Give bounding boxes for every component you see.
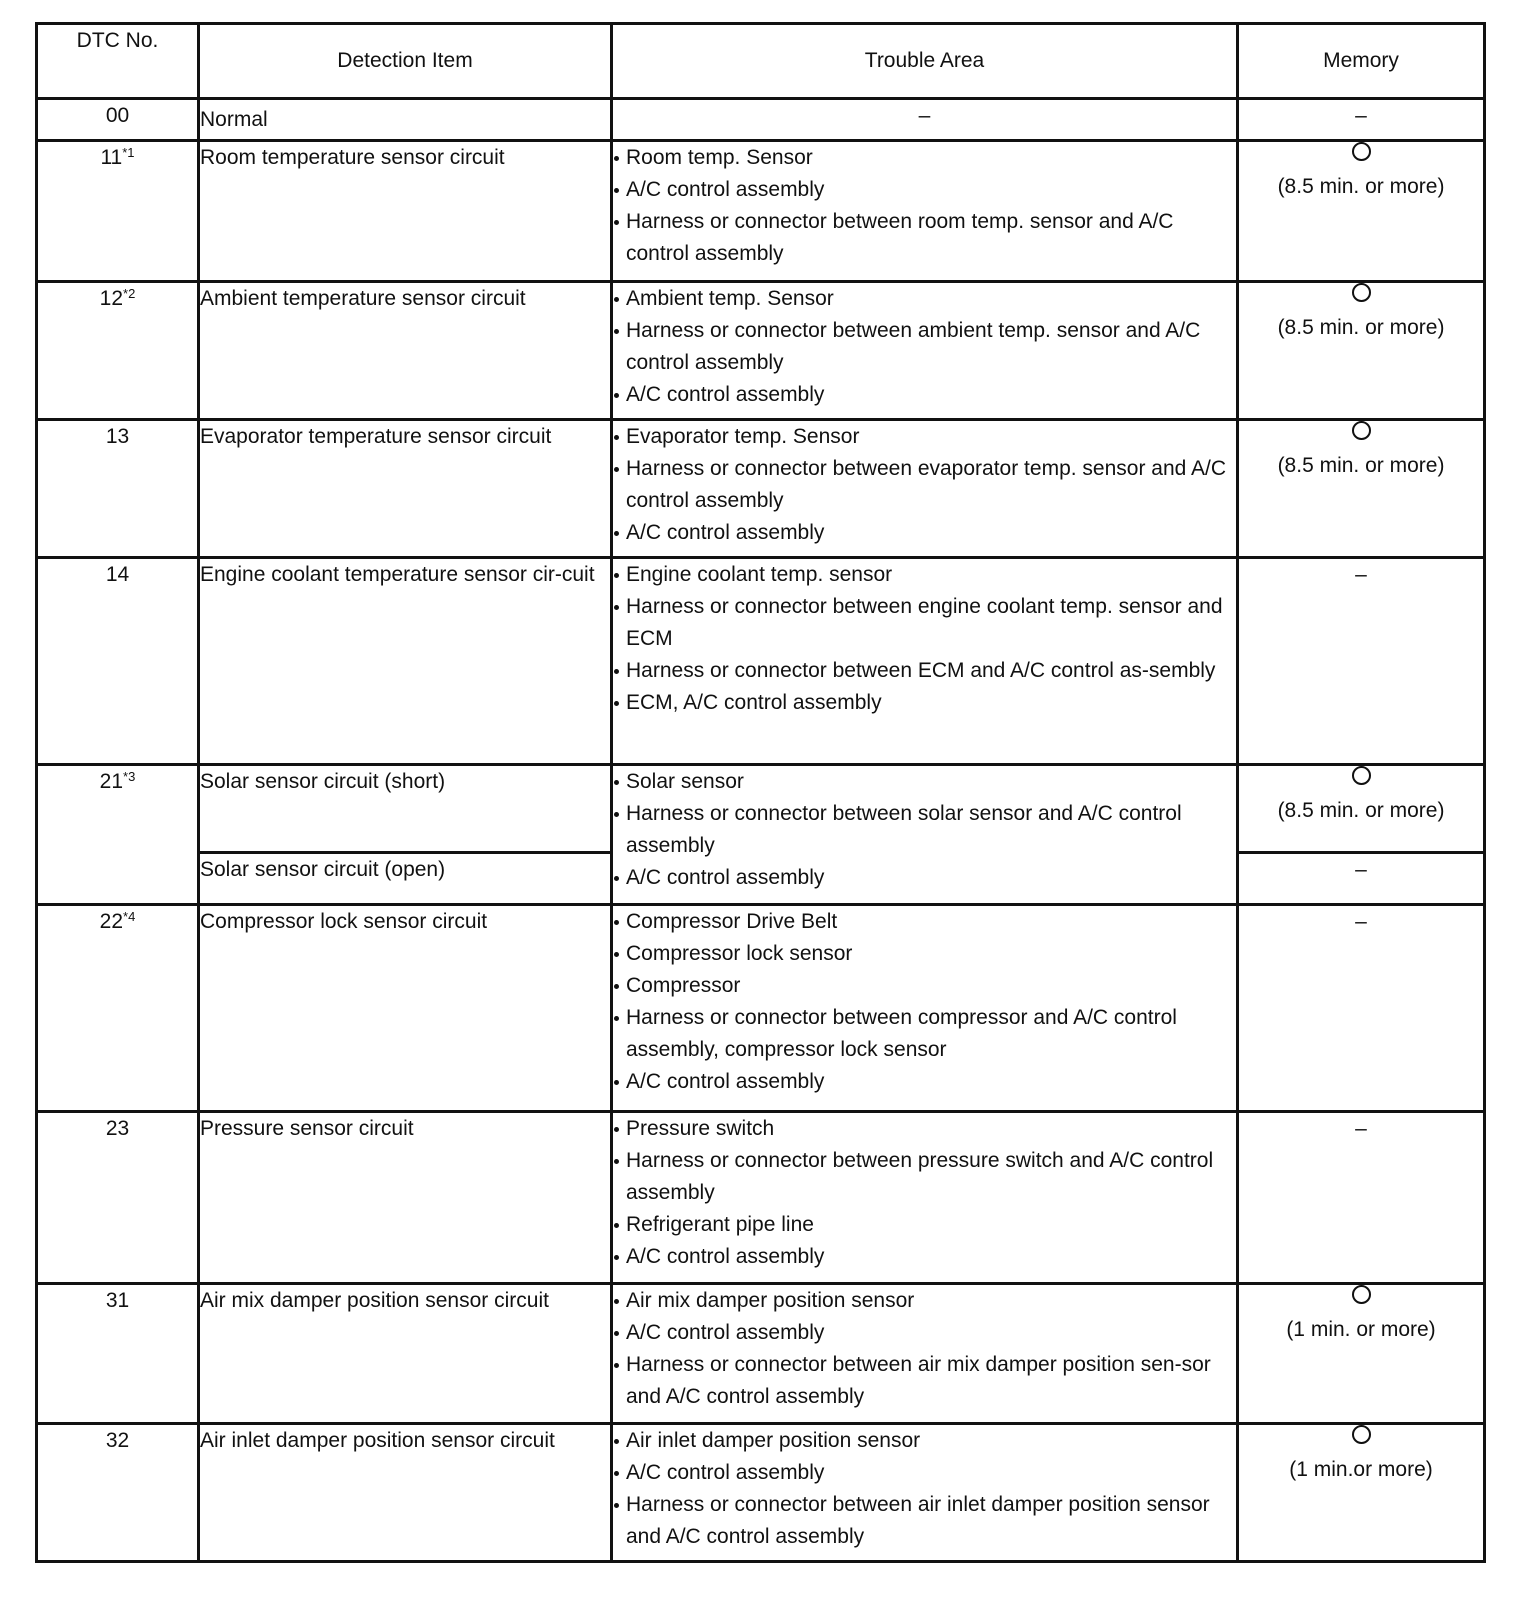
- table-row: [37, 905, 1485, 1112]
- list-item: Harness or connector between room temp. sensor and A/C control assembly: [613, 206, 1236, 270]
- list-item: A/C control assembly: [613, 174, 1236, 206]
- circle-icon: [1352, 142, 1371, 161]
- list-item: Harness or connector between engine coolant temp. sensor and ECM: [613, 591, 1236, 655]
- circle-icon: [1352, 283, 1371, 302]
- memory-cell: –: [1238, 905, 1485, 1112]
- header-dtc-no: DTC No.: [37, 24, 199, 99]
- detection-item: Solar sensor circuit (open): [199, 853, 612, 905]
- table-row: [37, 558, 1485, 765]
- dtc-code: 22$^{*4}$: [37, 905, 199, 1112]
- detection-item: Normal: [199, 99, 612, 141]
- memory-cell: (1 min.or more): [1238, 1424, 1485, 1562]
- trouble-area: [612, 765, 1238, 905]
- trouble-area-list: [613, 766, 1236, 894]
- memory-cell: –: [1238, 853, 1485, 905]
- table-row: [37, 420, 1485, 558]
- detection-item: Solar sensor circuit (short): [199, 765, 612, 853]
- list-item: A/C control assembly: [613, 1457, 1236, 1489]
- detection-item: Ambient temperature sensor circuit: [199, 282, 612, 420]
- list-item: Pressure switch: [613, 1113, 1236, 1145]
- list-item: Ambient temp. Sensor: [613, 283, 1236, 315]
- list-item: Harness or connector between evaporator temp. sensor and A/C control assembly: [613, 453, 1236, 517]
- circle-icon: [1352, 766, 1371, 785]
- list-item: Harness or connector between air mix damper position sen-sor and A/C control assembly: [613, 1349, 1236, 1413]
- table-row: [37, 141, 1485, 282]
- detection-item: Pressure sensor circuit: [199, 1112, 612, 1284]
- dtc-code: 23: [37, 1112, 199, 1284]
- detection-item: Evaporator temperature sensor circuit: [199, 420, 612, 558]
- memory-cell: (8.5 min. or more): [1238, 282, 1485, 420]
- list-item: Air inlet damper position sensor: [613, 1425, 1236, 1457]
- empty-value: –: [918, 104, 931, 127]
- detection-item: Air inlet damper position sensor circuit: [199, 1424, 612, 1562]
- trouble-area-list: [613, 142, 1236, 270]
- dtc-code: 21$^{*3}$: [37, 765, 199, 905]
- dtc-code: 13: [37, 420, 199, 558]
- list-item: Evaporator temp. Sensor: [613, 421, 1236, 453]
- detection-item: Compressor lock sensor circuit: [199, 905, 612, 1112]
- list-item: Refrigerant pipe line: [613, 1209, 1236, 1241]
- table-row: [37, 765, 1485, 853]
- trouble-area-list: [613, 1113, 1236, 1273]
- trouble-area-list: [613, 283, 1236, 411]
- list-item: Compressor Drive Belt: [613, 906, 1236, 938]
- table-row: [37, 1112, 1485, 1284]
- footnote-marker: *4: [123, 909, 136, 924]
- detection-item: Air mix damper position sensor circuit: [199, 1284, 612, 1424]
- list-item: Harness or connector between compressor and A/C control assembly, compressor lock sensor: [613, 1002, 1236, 1066]
- list-item: Engine coolant temp. sensor: [613, 559, 1236, 591]
- list-item: A/C control assembly: [613, 862, 1236, 894]
- list-item: Harness or connector between solar sensor and A/C control assembly: [613, 798, 1236, 862]
- header-memory: Memory: [1238, 24, 1485, 99]
- trouble-area: [612, 1284, 1238, 1424]
- memory-cell: (8.5 min. or more): [1238, 765, 1485, 853]
- dtc-code: 00: [37, 99, 199, 141]
- list-item: Room temp. Sensor: [613, 142, 1236, 174]
- dtc-code: 14: [37, 558, 199, 765]
- footnote-marker: *1: [122, 145, 135, 160]
- list-item: A/C control assembly: [613, 517, 1236, 549]
- memory-cell: (1 min. or more): [1238, 1284, 1485, 1424]
- dtc-code: 12$^{*2}$: [37, 282, 199, 420]
- memory-cell: (8.5 min. or more): [1238, 141, 1485, 282]
- trouble-area: [612, 905, 1238, 1112]
- trouble-area-list: [613, 1285, 1236, 1413]
- memory-cell: –: [1238, 558, 1485, 765]
- trouble-area: [612, 282, 1238, 420]
- dtc-code: 31: [37, 1284, 199, 1424]
- list-item: Harness or connector between pressure switch and A/C control assembly: [613, 1145, 1236, 1209]
- footnote-marker: *3: [123, 769, 136, 784]
- table-row: [37, 1424, 1485, 1562]
- circle-icon: [1352, 421, 1371, 440]
- circle-icon: [1352, 1425, 1371, 1444]
- table-row: [37, 99, 1485, 141]
- list-item: Air mix damper position sensor: [613, 1285, 1236, 1317]
- trouble-area: [612, 420, 1238, 558]
- list-item: Compressor: [613, 970, 1236, 1002]
- list-item: A/C control assembly: [613, 379, 1236, 411]
- memory-cell: –: [1238, 99, 1485, 141]
- header-detection-item: Detection Item: [199, 24, 612, 99]
- trouble-area: [612, 141, 1238, 282]
- list-item: Harness or connector between ECM and A/C control as-sembly: [613, 655, 1236, 687]
- list-item: Harness or connector between air inlet damper position sensor and A/C control assembly: [613, 1489, 1236, 1553]
- trouble-area-list: [613, 421, 1236, 549]
- list-item: Harness or connector between ambient temp. sensor and A/C control assembly: [613, 315, 1236, 379]
- list-item: ECM, A/C control assembly: [613, 687, 1236, 719]
- list-item: A/C control assembly: [613, 1317, 1236, 1349]
- detection-item: Room temperature sensor circuit: [199, 141, 612, 282]
- table-row: [37, 1284, 1485, 1424]
- table-row: [37, 282, 1485, 420]
- trouble-area: [612, 1424, 1238, 1562]
- list-item: A/C control assembly: [613, 1066, 1236, 1098]
- list-item: A/C control assembly: [613, 1241, 1236, 1273]
- trouble-area-list: [613, 906, 1236, 1098]
- header-row: [37, 24, 1485, 99]
- dtc-table: [35, 22, 1486, 1563]
- dtc-code: 32: [37, 1424, 199, 1562]
- detection-item: Engine coolant temperature sensor cir-cuit: [199, 558, 612, 765]
- trouble-area-list: [613, 559, 1236, 719]
- memory-cell: –: [1238, 1112, 1485, 1284]
- dtc-code: 11$^{*1}$: [37, 141, 199, 282]
- header-trouble-area: Trouble Area: [612, 24, 1238, 99]
- trouble-area: [612, 1112, 1238, 1284]
- list-item: Compressor lock sensor: [613, 938, 1236, 970]
- list-item: Solar sensor: [613, 766, 1236, 798]
- memory-cell: (8.5 min. or more): [1238, 420, 1485, 558]
- footnote-marker: *2: [123, 286, 136, 301]
- trouble-area-list: [613, 1425, 1236, 1553]
- circle-icon: [1352, 1285, 1371, 1304]
- trouble-area: [612, 99, 1238, 141]
- trouble-area: [612, 558, 1238, 765]
